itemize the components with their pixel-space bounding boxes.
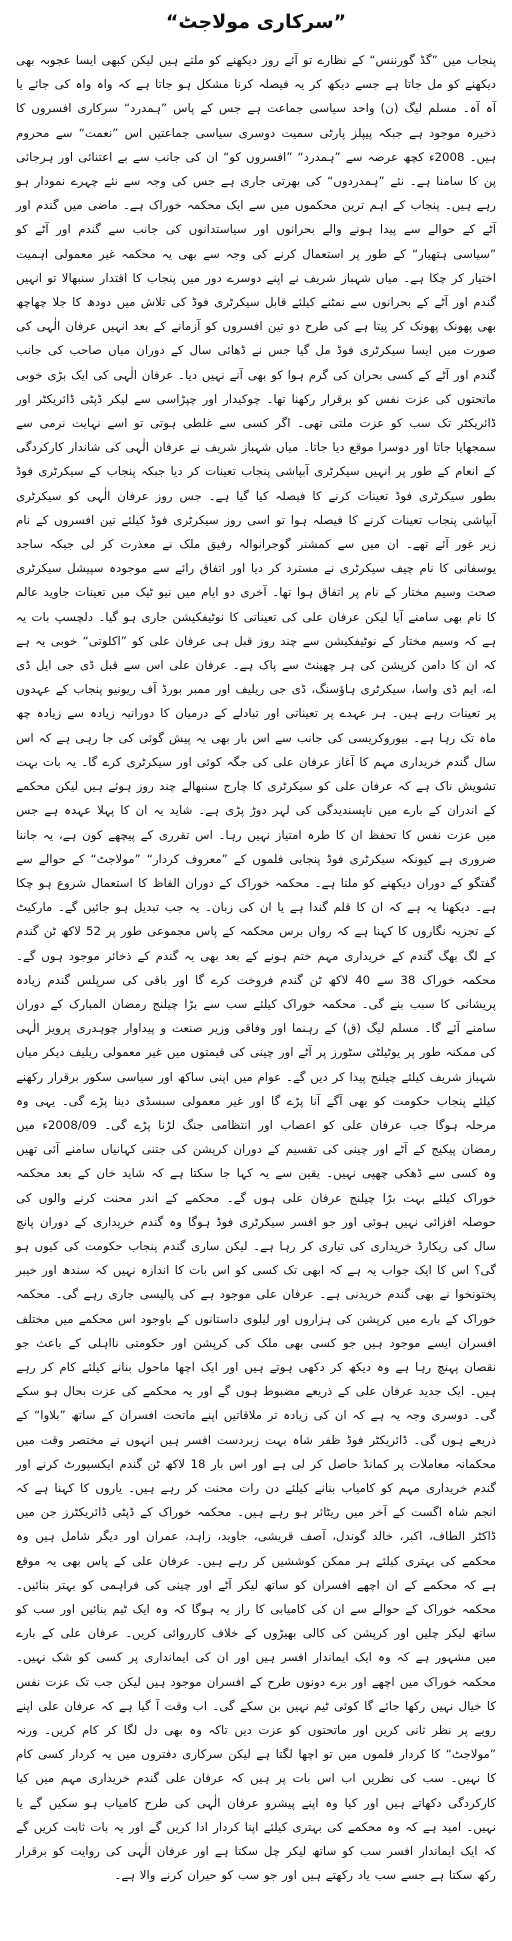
article-headline: ”سرکاری مولاجٹ“ (165, 11, 347, 33)
article-body: پنجاب میں ”گڈ گورننس“ کے نظارے تو آئے روز دیکھنے کو ملتے ہیں لیکن کبھی ایسا عجوبہ بھی دیکھنے کو مل جاتا ہے جسے دیکھ کر یہ فیصلہ کرنا مشکل ہو جاتا ہے کہ واہ واہ کی جائے یا آہ آہ۔ مسلم لیگ (ن) واحد سیاسی جماعت ہے جس کے پاس ”ہمدرد“ سرکاری افسروں کا ذخیرہ موجود ہے جبکہ پیپلز پارٹی سمیت دوسری سیاسی جماعتیں اس ”نعمت“ سے محروم ہیں۔ 2008ء کچھ عرصہ سے ”ہمدرد“ ”افسروں کو“ ان کی جانب سے بے اعتنائی اور ہرجائی پن کا سامنا ہے۔ نئے ”ہمدردوں“ کی بھرتی جاری ہے جس کی وجہ سے نئے چہرے نمودار ہو رہے ہیں۔ پنجاب کے اہم ترین محکموں میں سے ایک محکمہ خوراک ہے۔ ماضی میں گندم اور آٹے کے حوالے سے پیدا ہونے والے بحرانوں اور سیاستدانوں کی جانب سے گندم اور آٹے کو ”سیاسی ہتھیار“ کے طور پر استعمال کرنے کی وجہ سے بھی یہ محکمہ غیر معمولی اہمیت اختیار کر چکا ہے۔ میاں شہباز شریف نے اپنے دوسرے دور میں پنجاب کا اقتدار سنبھالا تو انہیں گندم اور آٹے کے بحرانوں سے نمٹنے کیلئے قابل سیکرٹری فوڈ کی تلاش میں دودھ کا جلا چھاچھ بھی پھونک پھونک کر پیتا ہے کی طرح دو تین افسروں کو آزمانے کے بعد انہیں عرفان الٰہی کی صورت میں ایسا سیکرٹری فوڈ مل گیا جس نے ڈھائی سال کے دوران میاں صاحب کی جانب گندم اور آٹے کے کسی بحران کی گرم ہوا کو بھی آنے نہیں دیا۔ عرفان الٰہی کی ایک بڑی خوبی ماتحتوں کی عزت نفس کو برقرار رکھنا تھا۔ چوکیدار اور چپڑاسی سے لیکر ڈپٹی ڈائریکٹر اور ڈائریکٹر تک سب کو عزت ملتی تھی۔ اگر کسی سے غلطی ہوتی تو اسے نہایت نرمی سے سمجھایا جاتا اور دوسرا موقع دیا جاتا۔ میاں شہباز شریف نے عرفان الٰہی کی شاندار کارکردگی کے انعام کے طور پر انہیں سیکرٹری آبپاشی پنجاب تعینات کر دیا جبکہ پنجاب کے سیکرٹری فوڈ بطور سیکرٹری فوڈ تعینات کرنے کا فیصلہ کیا گیا ہے۔ جس روز عرفان الٰہی کو سیکرٹری آبپاشی پنجاب تعینات کرنے کا فیصلہ ہوا تو اسی روز سیکرٹری فوڈ کیلئے تین افسروں کے نام زیر غور آئے تھے۔ ان میں سے کمشنر گوجرانوالہ رفیق ملک نے معذرت کر لی جبکہ ساجد یوسفانی کا نام چیف سیکرٹری نے مسترد کر دیا اور اتفاق رائے سے موجودہ سپیشل سیکرٹری صحت وسیم مختار کے نام پر اتفاق ہوا تھا۔ آخری دو ایام میں نیو ٹیک میں تعینات جاوید عالم کا نام بھی سامنے آیا لیکن عرفان علی کی تعیناتی کا نوٹیفکیشن جاری ہو گیا۔ دلچسپ بات یہ ہے کہ وسیم مختار کے نوٹیفکیشن سے چند روز قبل ہی عرفان علی کو ”اکلوتی“ خوبی یہ ہے کہ ان کا دامن کرپشن کی ہر چھینٹ سے پاک ہے۔ عرفان علی اس سے قبل ڈی جی ایل ڈی اے، ایم ڈی واسا، سیکرٹری ہاؤسنگ، ڈی جی ریلیف اور ممبر بورڈ آف ریونیو پنجاب کے عہدوں پر تعینات رہے ہیں۔ ہر عہدے پر تعیناتی اور تبادلے کے درمیان کا دورانیہ زیادہ سے زیادہ چھ ماہ تک رہا ہے۔ بیوروکریسی کی جانب سے اس بار بھی یہ پیش گوئی کی جا رہی ہے کہ اس سال گندم خریداری مہم کا آغاز عرفان علی کی جگہ کوئی اور سیکرٹری کرے گا۔ یہ بات بہت تشویش ناک ہے کہ عرفان علی کو سیکرٹری کا چارج سنبھالے چند روز ہوئے ہیں لیکن محکمے کے اندران کے بارے میں ناپسندیدگی کی لہر دوڑ پڑی ہے۔ شاید یہ ان کا پہلا عہدہ ہے جس میں عزت نفس کا تحفظ ان کا طرہ امتیاز نہیں رہا۔ اس تقرری کے پیچھے کون ہے، یہ جاننا ضروری ہے کیونکہ سیکرٹری فوڈ پنجابی فلموں کے ”معروف کردار“ ”مولاجٹ“ کے حوالے سے گفتگو کے دوران دیکھنے کو ملتا ہے۔ محکمہ خوراک کے دوران الفاظ کا استعمال شروع ہو چکا ہے۔ دیکھنا یہ ہے کہ ان کا قلم گندا ہے یا ان کی زبان۔ یہ جب تبدیل ہو جائیں گے۔ مارکیٹ کے تجزیہ نگاروں کا کہنا ہے کہ رواں برس محکمہ کے پاس مجموعی طور پر 52 لاکھ ٹن گندم کے لگ بھگ گندم کے خریداری مہم ختم ہونے کے بعد بھی یہ گندم کے ذخائر موجود ہوں گے۔ محکمہ خوراک 38 سے 40 لاکھ ٹن گندم فروخت کرے گا اور باقی کی سرپلس گندم زیادہ پریشانی کا سبب بنے گی۔ محکمہ خوراک کیلئے سب سے بڑا چیلنج رمضان المبارک کے دوران سامنے آئے گا۔ مسلم لیگ (ق) کے رہنما اور وفاقی وزیر صنعت و پیداوار چوہدری پرویز الٰہی کی ممکنہ طور پر یوٹیلٹی سٹورز پر آٹے اور چینی کی قیمتوں میں غیر معمولی ریلیف دیکر میاں شہباز شریف کیلئے چیلنج پیدا کر دیں گے۔ عوام میں اپنی ساکھ اور سیاسی سکور برقرار رکھنے کیلئے پنجاب حکومت کو بھی آگے آنا پڑے گا اور غیر معمولی سبسڈی دینا پڑے گی۔ یہی وہ مرحلہ ہوگا جب عرفان علی کو اعصاب اور انتظامی جنگ لڑنا پڑے گی۔ 2008/09ء میں رمضان پیکیج کے آٹے اور چینی کی تقسیم کے دوران کرپشن کی جتنی کہانیاں سامنے آئی تھیں وہ کسی سے ڈھکی چھپی نہیں۔ یقین سے یہ کہا جا سکتا ہے کہ شاید خان کے بعد محکمہ خوراک کیلئے بہت بڑا چیلنج عرفان علی ہوں گے۔ محکمے کے اندر محنت کرنے والوں کی حوصلہ افزائی نہیں ہوئی اور جو افسر سیکرٹری فوڈ ہوگا وہ گندم خریداری کے دوران پانچ سال کی ریکارڈ خریداری کی تیاری کر رہا ہے۔ لیکن ساری گندم پنجاب حکومت کی کیوں ہو گی؟ اس کا ایک جواب یہ ہے کہ ابھی تک کسی کو اس بات کا اندازہ نہیں کہ سندھ اور خیبر پختونخوا نے بھی گندم خریدنی ہے۔ عرفان علی موجود ہے کی پالیسی جاری رہے گی۔ محکمہ خوراک کے بارے میں کرپشن کی ہزاروں اور لیلوی داستانوں کے باوجود اس محکمے میں مختلف افسران ایسے موجود ہیں جو کسی بھی ملک کی کرپشن اور حکومتی نااہلی کے باعث جو نقصان پہنچ رہا ہے وہ دیکھ کر دکھی ہوتے ہیں اور ایک اچھا ماحول بنانے کیلئے کام کر رہے ہیں۔ ایک جدید عرفان علی کے ذریعے مضبوط ہوں گے اور یہ محکمے کی عزت بحال ہو سکے گی۔ دوسری وجہ یہ ہے کہ ان کی زیادہ تر ملاقاتیں اپنے ماتحت افسران کے ساتھ ”بلاوا“ کے ذریعے ہوں گی۔ ڈائریکٹر فوڈ ظفر شاہ بہت زبردست افسر ہیں انہوں نے مختصر وقت میں محکمانہ معاملات پر کمانڈ حاصل کر لی ہے اور اس بار 18 لاکھ ٹن گندم ایکسپورٹ کرنے اور گندم خریداری مہم کو کامیاب بنانے کیلئے دن رات محنت کر رہے ہیں۔ یاروں کا کہنا ہے کہ انجم شاہ اگست کے آخر میں ریٹائر ہو رہے ہیں۔ محکمہ خوراک کے ڈپٹی ڈائریکٹرز جن میں ڈاکٹر الطاف، اکبر، خالد گوندل، آصف قریشی، جاوید، زاہد، عمران اور دیگر شامل ہیں وہ محکمے کی بہتری کیلئے ہر ممکن کوششیں کر رہے ہیں۔ عرفان علی کے پاس بھی یہ موقع ہے کہ محکمے کے ان اچھے افسران کو ساتھ لیکر آٹے اور چینی کی فراہمی کو بہتر بنائیں۔ محکمہ خوراک کے حوالے سے ان کی کامیابی کا راز یہ ہوگا کہ وہ ایک ٹیم بنائیں اور سب کو ساتھ لیکر چلیں اور کرپشن کی کالی بھیڑوں کے خلاف کارروائی کریں۔ عرفان علی کے بارے میں مشہور ہے کہ وہ ایک ایماندار افسر ہیں اور ان کی ایمانداری پر کسی کو شک نہیں۔ محکمہ خوراک میں اچھے اور برے دونوں طرح کے افسران موجود ہیں لیکن جب تک عزت نفس کا خیال نہیں رکھا جائے گا کوئی ٹیم نہیں بن سکے گی۔ اب وقت آ گیا ہے کہ عرفان علی اپنے رویے پر نظر ثانی کریں اور ماتحتوں کو عزت دیں تاکہ وہ بھی دل لگا کر کام کریں۔ ورنہ ”مولاجٹ“ کا کردار فلموں میں تو اچھا لگتا ہے لیکن سرکاری دفتروں میں یہ کردار کسی کام کا نہیں۔ سب کی نظریں اب اس بات پر ہیں کہ عرفان علی گندم خریداری مہم میں کیا کارکردگی دکھاتے ہیں اور کیا وہ اپنے پیشرو عرفان الٰہی کی طرح کامیاب ہو سکیں گے یا نہیں۔ امید ہے کہ وہ محکمے کی بہتری کیلئے اپنا کردار ادا کریں گے اور یہ بات ثابت کریں گے کہ ایک ایماندار افسر سب کو ساتھ لیکر چل سکتا ہے اور عرفان الٰہی کی روایت کو برقرار رکھ سکتا ہے جسے سب یاد رکھتے ہیں اور جو سب کو حیران کرنے والا ہے۔ (16, 53, 497, 1883)
